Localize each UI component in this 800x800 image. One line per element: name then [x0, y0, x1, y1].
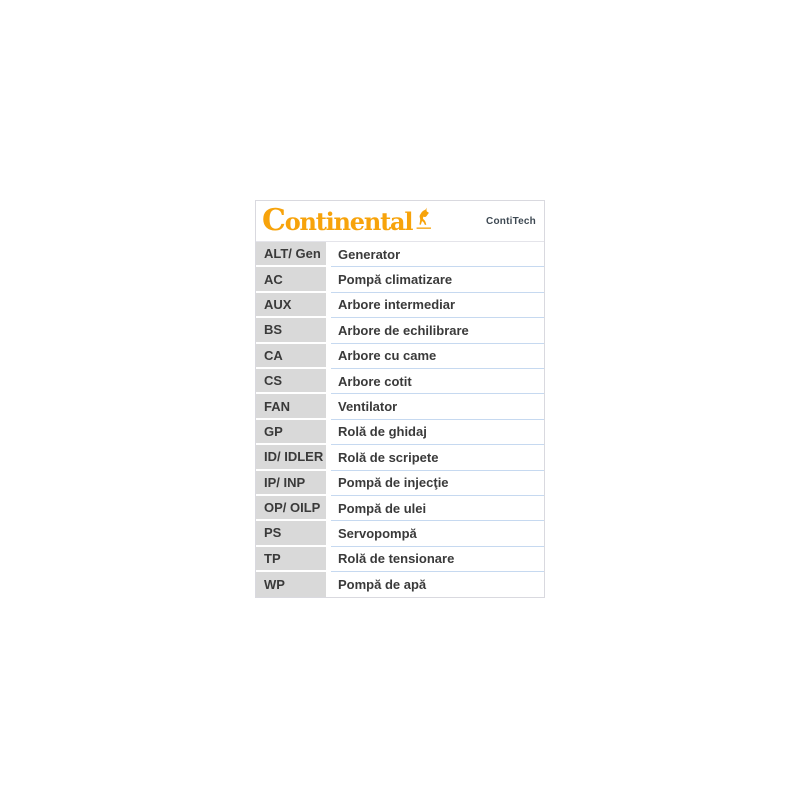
- description-cell: Arbore intermediar: [331, 293, 544, 318]
- description-cell: Pompă de apă: [331, 572, 544, 597]
- table-row: [256, 318, 544, 343]
- abbr-cell: FAN: [256, 394, 331, 419]
- description-cell: Generator: [331, 242, 544, 267]
- description-cell: Pompă climatizare: [331, 267, 544, 292]
- contitech-wordmark: ContiTech: [486, 215, 536, 227]
- table-row: [256, 369, 544, 394]
- description-cell: Arbore cu came: [331, 344, 544, 369]
- description-cell: Ventilator: [331, 394, 544, 419]
- table-row: [256, 420, 544, 445]
- table-row: [256, 572, 544, 597]
- continental-wordmark: Continental: [262, 203, 413, 238]
- abbr-cell: CA: [256, 344, 331, 369]
- abbr-cell: PS: [256, 521, 331, 546]
- abbr-cell: GP: [256, 420, 331, 445]
- description-cell: Rolă de ghidaj: [331, 420, 544, 445]
- table-row: [256, 521, 544, 546]
- table-row: [256, 394, 544, 419]
- abbr-cell: BS: [256, 318, 331, 343]
- table-row: [256, 344, 544, 369]
- table-row: [256, 267, 544, 292]
- continental-logo: [262, 203, 431, 238]
- abbr-cell: CS: [256, 369, 331, 394]
- table-row: [256, 242, 544, 267]
- abbr-cell: OP/ OILP: [256, 496, 331, 521]
- description-cell: Rolă de scripete: [331, 445, 544, 470]
- abbr-cell: AUX: [256, 293, 331, 318]
- abbreviation-rows: [256, 242, 544, 597]
- description-cell: Pompă de injecţie: [331, 471, 544, 496]
- continental-horse-icon: [414, 207, 431, 234]
- brand-header: [256, 201, 544, 242]
- abbreviation-legend-table: [255, 200, 545, 598]
- table-row: [256, 547, 544, 572]
- abbr-cell: ALT/ Gen: [256, 242, 331, 267]
- abbr-cell: IP/ INP: [256, 471, 331, 496]
- abbr-cell: AC: [256, 267, 331, 292]
- description-cell: Servopompă: [331, 521, 544, 546]
- description-cell: Rolă de tensionare: [331, 547, 544, 572]
- table-row: [256, 471, 544, 496]
- abbr-cell: TP: [256, 547, 331, 572]
- table-row: [256, 293, 544, 318]
- description-cell: Arbore de echilibrare: [331, 318, 544, 343]
- description-cell: Arbore cotit: [331, 369, 544, 394]
- description-cell: Pompă de ulei: [331, 496, 544, 521]
- table-row: [256, 496, 544, 521]
- abbr-cell: ID/ IDLER: [256, 445, 331, 470]
- abbr-cell: WP: [256, 572, 331, 597]
- table-row: [256, 445, 544, 470]
